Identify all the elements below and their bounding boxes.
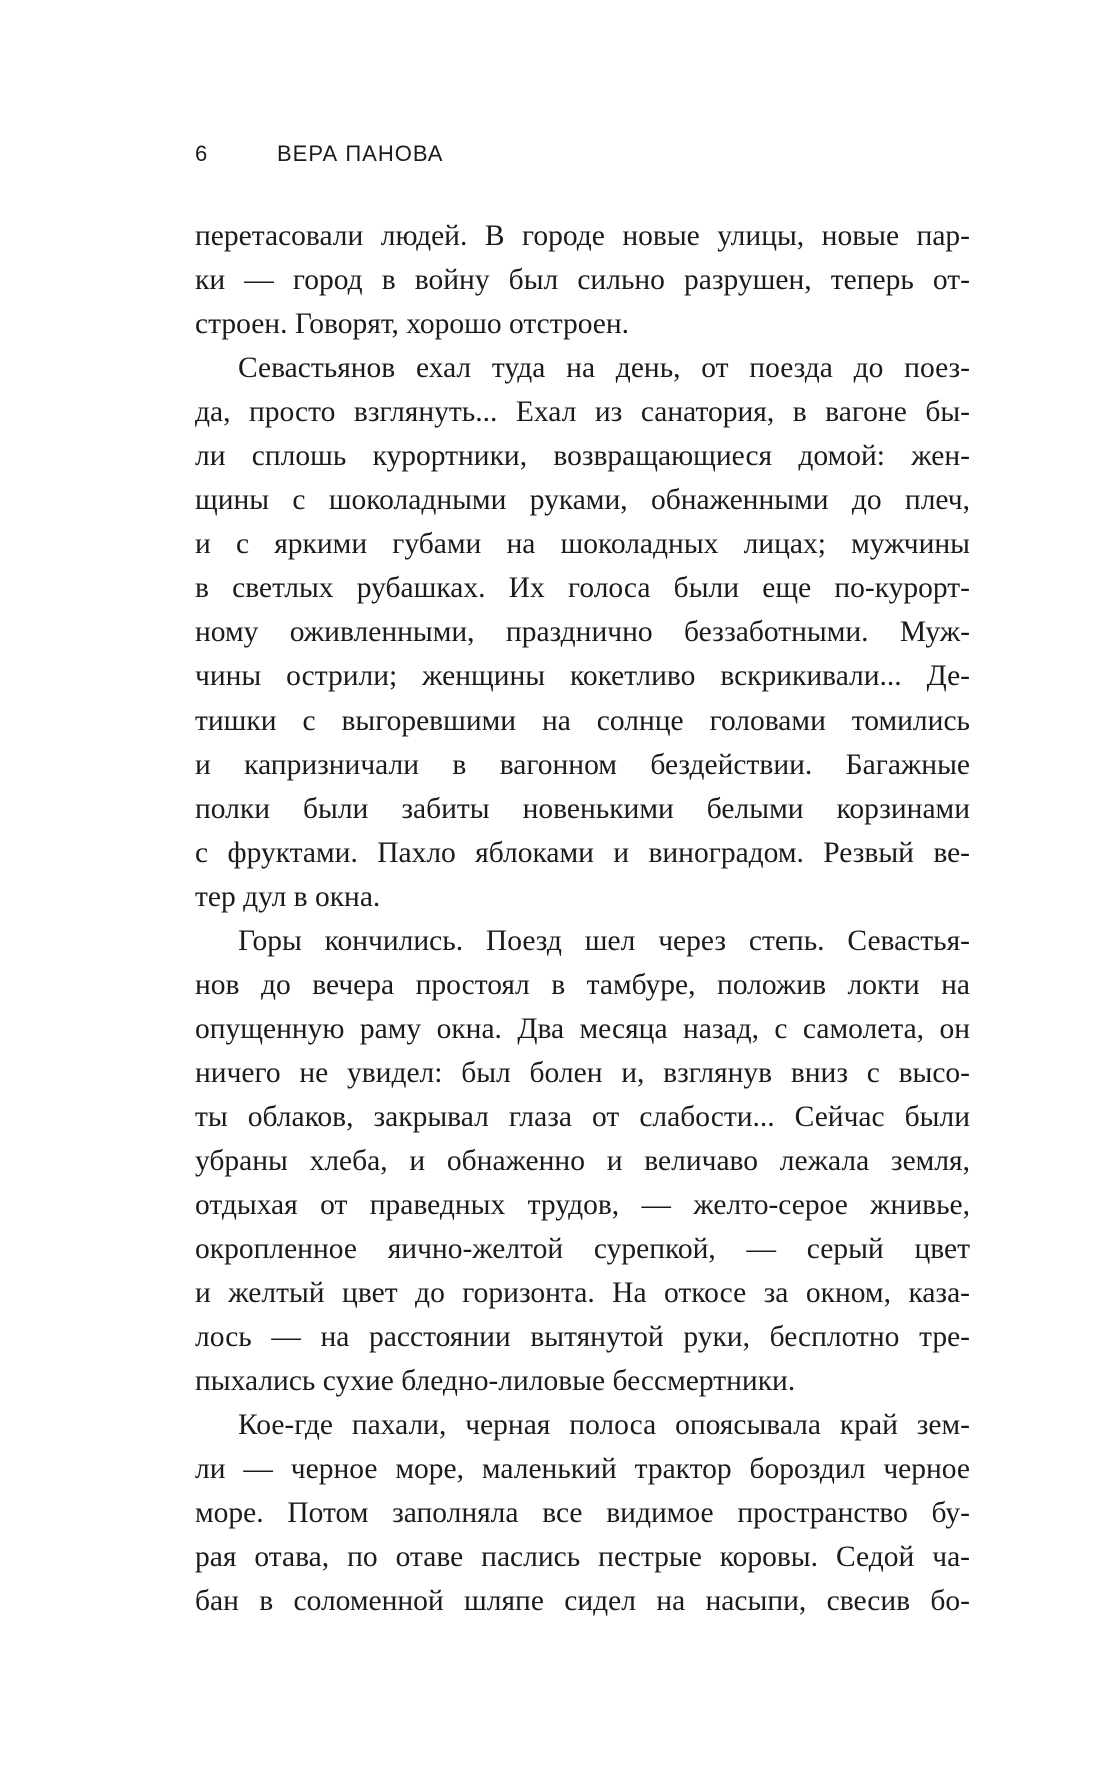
text-line: ли сплошь курортники, возвращающиеся домой: жен-: [195, 440, 970, 473]
text-line: ли — черное море, маленький трактор бороздил черное: [195, 1453, 970, 1486]
text-line: и желтый цвет до горизонта. На откосе за окном, каза-: [195, 1277, 970, 1310]
page-number: 6: [195, 141, 208, 166]
text-line: в светлых рубашках. Их голоса были еще по-курорт-: [195, 572, 970, 605]
text-line: окропленное яично-желтой сурепкой, — серый цвет: [195, 1233, 970, 1266]
text-line: ному оживленными, празднично беззаботными. Муж-: [195, 616, 970, 649]
text-line: тер дул в окна.: [195, 880, 381, 913]
text-line: да, просто взглянуть... Ехал из санатория, в вагоне бы-: [195, 396, 970, 429]
text-line: с фруктами. Пахло яблоками и виноградом. Резвый ве-: [195, 836, 970, 869]
text-line: ки — город в войну был сильно разрушен, теперь от-: [195, 264, 970, 297]
text-line: перетасовали людей. В городе новые улицы, новые пар-: [195, 220, 970, 252]
text-line: ничего не увидел: был болен и, взглянув вниз с высо-: [195, 1056, 970, 1089]
paragraph: [195, 214, 970, 346]
text-line: Горы кончились. Поезд шел через степь. Севастья-: [238, 924, 970, 957]
text-line: нов до вечера простоял в тамбуре, положив локти на: [195, 968, 970, 1001]
text-line: опущенную раму окна. Два месяца назад, с самолета, он: [195, 1012, 970, 1045]
text-line: тишки с выгоревшими на солнце головами томились: [195, 704, 970, 737]
paragraph: [195, 346, 970, 919]
text-line: лось — на расстоянии вытянутой руки, бесплотно тре-: [195, 1321, 970, 1354]
text-line: море. Потом заполняла все видимое пространство бу-: [195, 1497, 970, 1530]
text-line: рая отава, по отаве паслись пестрые коровы. Седой ча-: [195, 1541, 970, 1574]
running-header: [195, 136, 443, 172]
text-line: и капризничали в вагонном бездействии. Багажные: [195, 748, 970, 781]
text-line: Кое-где пахали, черная полоса опоясывала край зем-: [238, 1409, 970, 1442]
text-line: полки были забиты новенькими белыми корзинами: [195, 792, 970, 825]
body-text: [195, 214, 970, 1624]
text-line: Севастьянов ехал туда на день, от поезда до поез-: [238, 352, 970, 385]
text-line: ты облаков, закрывал глаза от слабости... Сейчас были: [195, 1100, 970, 1133]
text-line: чины острили; женщины кокетливо вскрикивали... Де-: [195, 660, 970, 693]
text-line: пыхались сухие бледно-лиловые бессмертники.: [195, 1365, 796, 1398]
text-line: и с яркими губами на шоколадных лицах; мужчины: [195, 528, 970, 561]
text-line: щины с шоколадными руками, обнаженными до плеч,: [195, 484, 970, 517]
text-line: отдыхая от праведных трудов, — желто-серое жнивье,: [195, 1189, 970, 1222]
text-line: бан в соломенной шляпе сидел на насыпи, свесив бо-: [195, 1585, 970, 1618]
running-title: ВЕРА ПАНОВА: [277, 141, 444, 166]
paragraph: [195, 919, 970, 1404]
paragraph: [195, 1403, 970, 1623]
text-line: строен. Говорят, хорошо отстроен.: [195, 308, 630, 341]
text-line: убраны хлеба, и обнаженно и величаво лежала земля,: [195, 1144, 970, 1177]
